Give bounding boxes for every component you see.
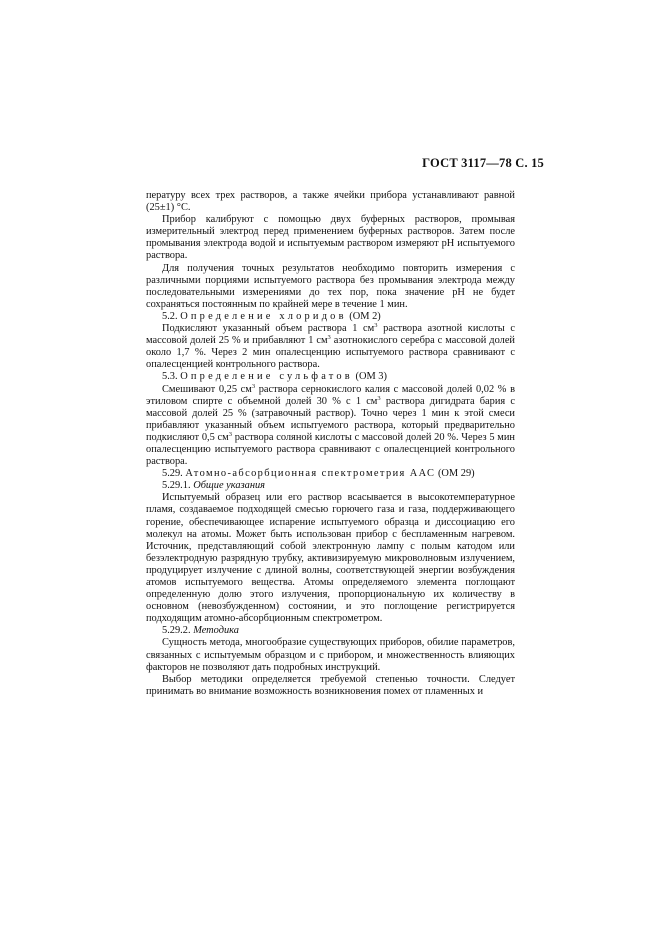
section-title: Определение хлоридов xyxy=(180,310,347,322)
section-number: 5.29.2. xyxy=(162,625,191,637)
section-title: Атомно-абсорбционная спектрометрия ААС xyxy=(185,468,436,480)
section-code: (ОМ 29) xyxy=(437,468,475,480)
paragraph: Выбор методики определяется требуемой степенью точности. Следует принимать во внимание возможность возникновения помех от пламенных и xyxy=(146,673,515,697)
section-title: Определение сульфатов xyxy=(180,371,353,383)
section-code: (ОМ 3) xyxy=(355,371,387,383)
section-number: 5.29.1. xyxy=(162,480,191,492)
section-code: (ОМ 2) xyxy=(349,310,381,322)
section-heading-5-29-1 xyxy=(146,480,515,492)
section-heading-5-2 xyxy=(146,311,515,323)
section-title: Общие указания xyxy=(193,480,266,492)
section-heading-5-3 xyxy=(146,371,515,383)
section-number: 5.2. xyxy=(162,310,178,322)
section-number: 5.3. xyxy=(162,371,178,383)
paragraph: пературу всех трех растворов, а также ячейки прибора устанавливают равной (25±1) °С. xyxy=(146,190,515,214)
paragraph: Испытуемый образец или его раствор всасывается в высокотемпературное пламя, создаваемое подходящей смесью горючего газа и газа, поддерживающего горение, обеспечивающее испарение испытуемого образца и диссоциацию его молекул на атомы. Может быть использован прибор с беспламенным нагревом. Источник, представляющий собой электронную лампу с полым катодом или безэлектродную разрядную трубку, активизируемую микроволновым излучением, продуцирует излучение с длиной волны, соответствующей энергии возбуждения атомов испытуемого вещества. Атомы определяемого элемента поглощают определенную долю этого излучения, пропорциональную их количеству в основном (невозбужденном) состоянии, и это поглощение регистрируется подходящим атомно-абсорбционным спектрометром. xyxy=(146,492,515,625)
paragraph: Подкисляют указанный объем раствора 1 $см^3$ раствора азотной кислоты с массовой долей 25 % и прибавляют 1 $см^3$ азотнокислого серебра с массовой долей около 1,7 %. Через 2 мин опалесценцию испытуемого раствора сравнивают с опалесценцией контрольного раствора. xyxy=(146,322,515,371)
section-title: Методика xyxy=(193,625,239,637)
section-heading-5-29-2 xyxy=(146,625,515,637)
section-number: 5.29. xyxy=(162,468,183,480)
paragraph: Для получения точных результатов необходимо повторить измерения с различными порциями испытуемого раствора без промывания электрода между последовательными измерениями до тех пор, пока значение pH не будет сохраняться постоянным по крайней мере в течение 1 мин. xyxy=(146,262,515,310)
page-header: ГОСТ 3117—78 С. 15 xyxy=(422,156,544,170)
paragraph: Смешивают 0,25 $см^3$ раствора сернокислого калия с массовой долей 0,02 % в этиловом спирте с объемной долей 30 % с 1 $см^3$ раствора дигидрата бария с массовой долей 25 % (затравочный раствор). Точно через 1 мин к этой смеси прибавляют указанный объем испытуемого раствора, который предварительно подкисляют 0,5 $см^3$ раствора соляной кислоты с массовой долей 20 %. Через 5 мин опалесценцию испытуемого раствора сравнивают с опалесценцией контрольного раствора. xyxy=(146,382,515,468)
section-heading-5-29 xyxy=(146,468,515,480)
paragraph: Сущность метода, многообразие существующих приборов, обилие параметров, связанных с испытуемым образцом и с прибором, и множественность влияющих факторов не позволяют дать подробных инструкций. xyxy=(146,637,515,673)
paragraph: Прибор калибруют с помощью двух буферных растворов, промывая измерительный электрод перед применением буферных растворов. Затем после промывания электрода водой и испытуемым раствором измеряют pH испытуемого раствора. xyxy=(146,214,515,262)
document-body xyxy=(146,190,515,698)
